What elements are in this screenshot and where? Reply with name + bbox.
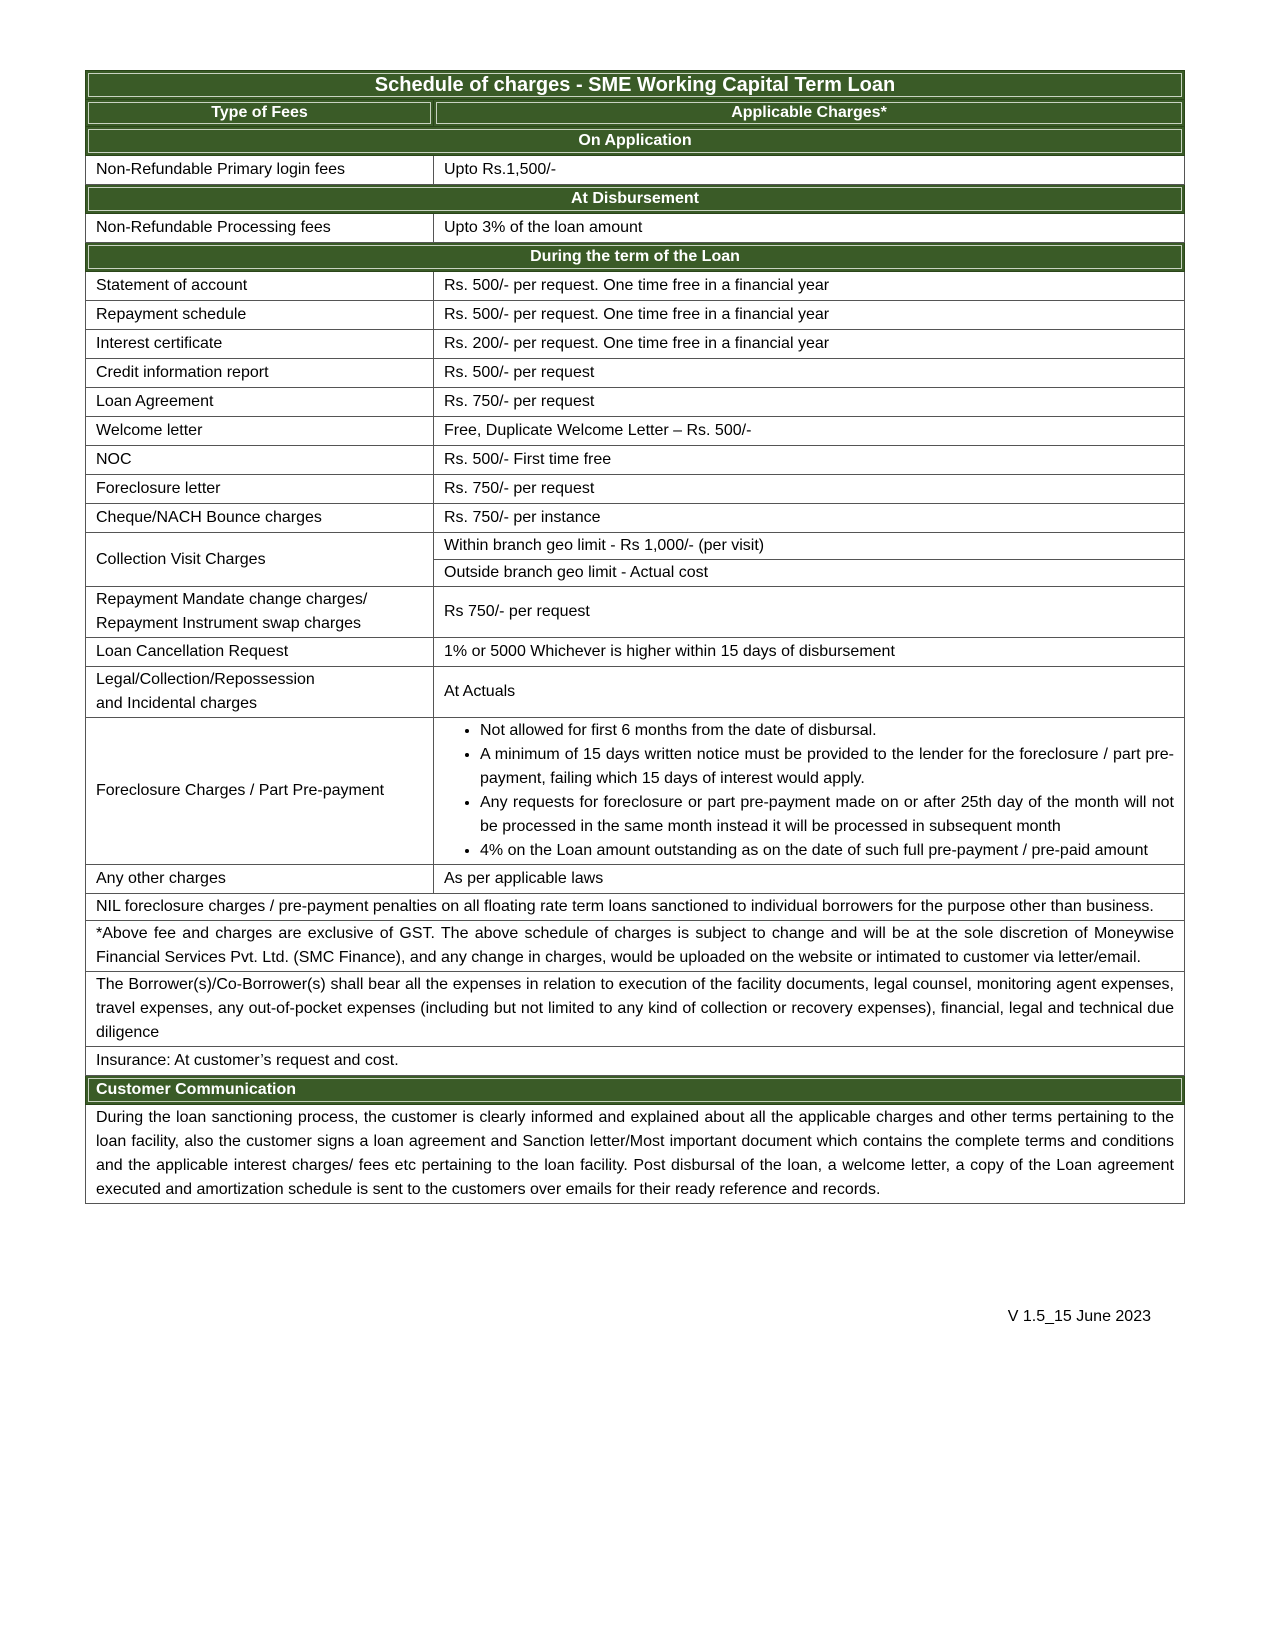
section-title: On Application bbox=[86, 127, 1185, 156]
fee-name: Loan Agreement bbox=[86, 388, 434, 417]
title-row bbox=[86, 71, 1185, 100]
fee-charge: At Actuals bbox=[434, 667, 1185, 718]
foreclosure-bullet-list bbox=[444, 719, 1174, 863]
table-row bbox=[86, 272, 1185, 301]
fee-charge: Upto 3% of the loan amount bbox=[434, 214, 1185, 243]
fee-name bbox=[86, 667, 434, 718]
communication-text: During the loan sanctioning process, the customer is clearly informed and explained about all the applicable charges and other terms pertaining to the loan facility, also the customer signs a loan agreement and Sanction letter/Most important document which contains the complete terms and conditions and the applicable interest charges/ fees etc pertaining to the loan facility. Post disbursal of the loan, a welcome letter, a copy of the Loan agreement executed and amortization schedule is sent to the customers over emails for their ready reference and records. bbox=[86, 1105, 1185, 1204]
fee-name: Credit information report bbox=[86, 359, 434, 388]
foreclosure-row bbox=[86, 718, 1185, 865]
fee-charge: Rs. 500/- per request. One time free in a financial year bbox=[434, 272, 1185, 301]
section-title: At Disbursement bbox=[86, 185, 1185, 214]
list-item: • A minimum of 15 days written notice must be provided to the lender for the foreclosure / part pre-payment, failing which 15 days of interest would apply. bbox=[480, 743, 1174, 791]
charges-table bbox=[85, 70, 1185, 1204]
table-row bbox=[86, 330, 1185, 359]
section-customer-communication bbox=[86, 1076, 1185, 1105]
fee-name: Repayment schedule bbox=[86, 301, 434, 330]
fee-name: Interest certificate bbox=[86, 330, 434, 359]
fee-name: Foreclosure Charges / Part Pre-payment bbox=[86, 718, 434, 865]
fee-name: Foreclosure letter bbox=[86, 475, 434, 504]
fee-name: Non-Refundable Primary login fees bbox=[86, 156, 434, 185]
fee-charge: Rs. 750/- per request bbox=[434, 475, 1185, 504]
table-row bbox=[86, 417, 1185, 446]
table-row bbox=[86, 359, 1185, 388]
table-row bbox=[86, 214, 1185, 243]
note-row bbox=[86, 972, 1185, 1047]
fee-charge: As per applicable laws bbox=[434, 865, 1185, 894]
fee-name-line: Repayment Instrument swap charges bbox=[96, 615, 362, 632]
fee-charge: Rs. 200/- per request. One time free in a financial year bbox=[434, 330, 1185, 359]
fee-charge: 1% or 5000 Whichever is higher within 15 days of disbursement bbox=[434, 638, 1185, 667]
fee-name: Non-Refundable Processing fees bbox=[86, 214, 434, 243]
fee-name: Any other charges bbox=[86, 865, 434, 894]
fee-charge: Free, Duplicate Welcome Letter – Rs. 500/- bbox=[434, 417, 1185, 446]
fee-charge-outside: Outside branch geo limit - Actual cost bbox=[434, 560, 1185, 587]
fee-charge: Upto Rs.1,500/- bbox=[434, 156, 1185, 185]
fee-name: Cheque/NACH Bounce charges bbox=[86, 504, 434, 533]
table-row bbox=[86, 475, 1185, 504]
table-row bbox=[86, 301, 1185, 330]
note-text: *Above fee and charges are exclusive of GST. The above schedule of charges is subject to change and will be at the sole discretion of Moneywise Financial Services Pvt. Ltd. (SMC Finance), and any change in charges, would be uploaded on the website or intimated to customer via letter/email. bbox=[86, 921, 1185, 972]
note-text: Insurance: At customer’s request and cost. bbox=[86, 1047, 1185, 1076]
fee-charge: Rs. 750/- per instance bbox=[434, 504, 1185, 533]
section-title: During the term of the Loan bbox=[86, 243, 1185, 272]
fee-name: NOC bbox=[86, 446, 434, 475]
fee-name bbox=[86, 587, 434, 638]
fee-charge-within: Within branch geo limit - Rs 1,000/- (per visit) bbox=[434, 533, 1185, 560]
note-row bbox=[86, 1047, 1185, 1076]
header-applicable-charges: Applicable Charges* bbox=[434, 100, 1185, 127]
table-title: Schedule of charges - SME Working Capital Term Loan bbox=[86, 71, 1185, 100]
fee-charge: Rs. 500/- per request bbox=[434, 359, 1185, 388]
version-label: V 1.5_15 June 2023 bbox=[1007, 1308, 1151, 1325]
collection-visit-row bbox=[86, 533, 1185, 560]
mandate-row bbox=[86, 587, 1185, 638]
header-type-of-fees: Type of Fees bbox=[86, 100, 434, 127]
header-row bbox=[86, 100, 1185, 127]
list-item: • Not allowed for first 6 months from the date of disbursal. bbox=[480, 719, 1174, 743]
section-during-term bbox=[86, 243, 1185, 272]
note-text: NIL foreclosure charges / pre-payment penalties on all floating rate term loans sanctioned to individual borrowers for the purpose other than business. bbox=[86, 894, 1185, 921]
fee-name: Statement of account bbox=[86, 272, 434, 301]
fee-charge: Rs. 750/- per request bbox=[434, 388, 1185, 417]
fee-name-line: and Incidental charges bbox=[96, 695, 257, 712]
fee-charge: Rs. 500/- First time free bbox=[434, 446, 1185, 475]
list-item: • Any requests for foreclosure or part pre-payment made on or after 25th day of the month will not be processed in the same month instead it will be processed in subsequent month bbox=[480, 791, 1174, 839]
fee-charge: Rs. 500/- per request. One time free in a financial year bbox=[434, 301, 1185, 330]
section-at-disbursement bbox=[86, 185, 1185, 214]
fee-name: Welcome letter bbox=[86, 417, 434, 446]
note-text: The Borrower(s)/Co-Borrower(s) shall bear all the expenses in relation to execution of the facility documents, legal counsel, monitoring agent expenses, travel expenses, any out-of-pocket expenses (including but not limited to any kind of collection or recovery expenses), financial, legal and technical due diligence bbox=[86, 972, 1185, 1047]
fee-name: Collection Visit Charges bbox=[86, 533, 434, 587]
fee-charge-bullets bbox=[434, 718, 1185, 865]
fee-name-line: Legal/Collection/Repossession bbox=[96, 671, 315, 688]
other-charges-row bbox=[86, 865, 1185, 894]
note-row bbox=[86, 921, 1185, 972]
table-row bbox=[86, 504, 1185, 533]
section-on-application bbox=[86, 127, 1185, 156]
table-row bbox=[86, 446, 1185, 475]
charges-document bbox=[85, 70, 1185, 1204]
cancellation-row bbox=[86, 638, 1185, 667]
legal-row bbox=[86, 667, 1185, 718]
table-row bbox=[86, 156, 1185, 185]
table-row bbox=[86, 388, 1185, 417]
communication-row bbox=[86, 1105, 1185, 1204]
fee-charge: Rs 750/- per request bbox=[434, 587, 1185, 638]
fee-name: Loan Cancellation Request bbox=[86, 638, 434, 667]
list-item: • 4% on the Loan amount outstanding as on the date of such full pre-payment / pre-paid amount bbox=[480, 839, 1174, 863]
section-title: Customer Communication bbox=[86, 1076, 1185, 1105]
note-row bbox=[86, 894, 1185, 921]
fee-name-line: Repayment Mandate change charges/ bbox=[96, 591, 368, 608]
